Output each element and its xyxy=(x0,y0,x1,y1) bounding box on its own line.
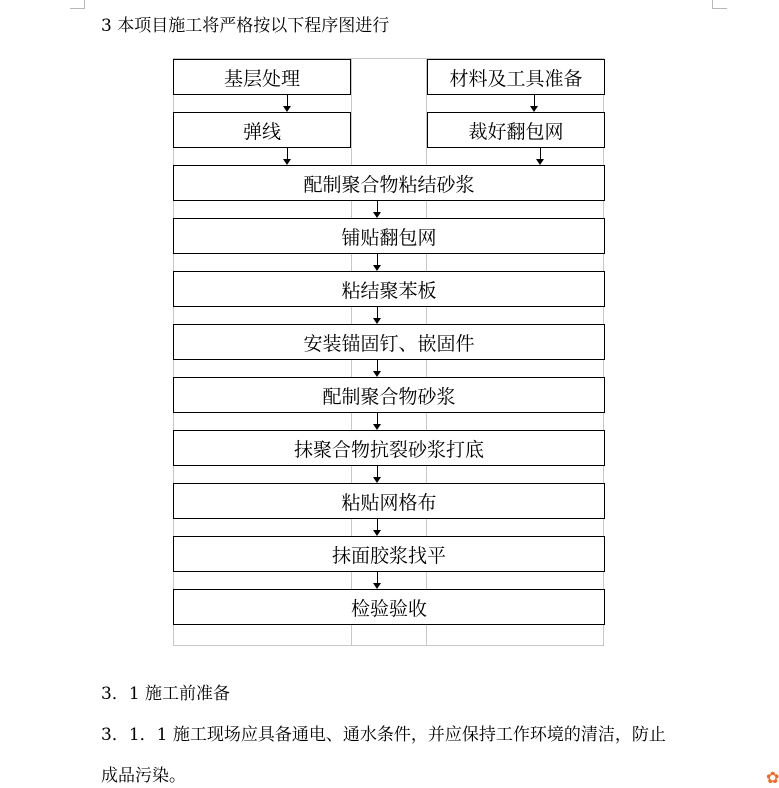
flow-step-7: 粘贴网格布 xyxy=(173,483,605,519)
flow-step-1: 配制聚合物粘结砂浆 xyxy=(173,165,605,201)
paragraph-line: 3．1．1 施工现场应具备通电、通水条件，并应保持工作环境的清洁，防止 xyxy=(101,725,666,745)
flowchart-heading: 3 本项目施工将严格按以下程序图进行 xyxy=(101,16,390,36)
flow-box-snap-line: 弹线 xyxy=(173,112,351,148)
flower-icon: ✿ xyxy=(766,768,779,787)
section-title: 3．1 施工前准备 xyxy=(101,684,231,704)
flow-step-8: 抹面胶浆找平 xyxy=(173,536,605,572)
flow-box-base-treatment: 基层处理 xyxy=(173,59,351,95)
flow-step-5: 配制聚合物砂浆 xyxy=(173,377,605,413)
flow-step-4: 安装锚固钉、嵌固件 xyxy=(173,324,605,360)
page-corner-mark xyxy=(70,0,85,9)
flow-step-2: 铺贴翻包网 xyxy=(173,218,605,254)
flow-box-material-prep: 材料及工具准备 xyxy=(427,59,605,95)
flow-step-3: 粘结聚苯板 xyxy=(173,271,605,307)
flow-box-cut-mesh: 裁好翻包网 xyxy=(427,112,605,148)
paragraph-line: 成品污染。 xyxy=(101,766,186,786)
flow-step-9: 检验验收 xyxy=(173,589,605,625)
page-corner-mark xyxy=(712,0,727,9)
flow-step-6: 抹聚合物抗裂砂浆打底 xyxy=(173,430,605,466)
